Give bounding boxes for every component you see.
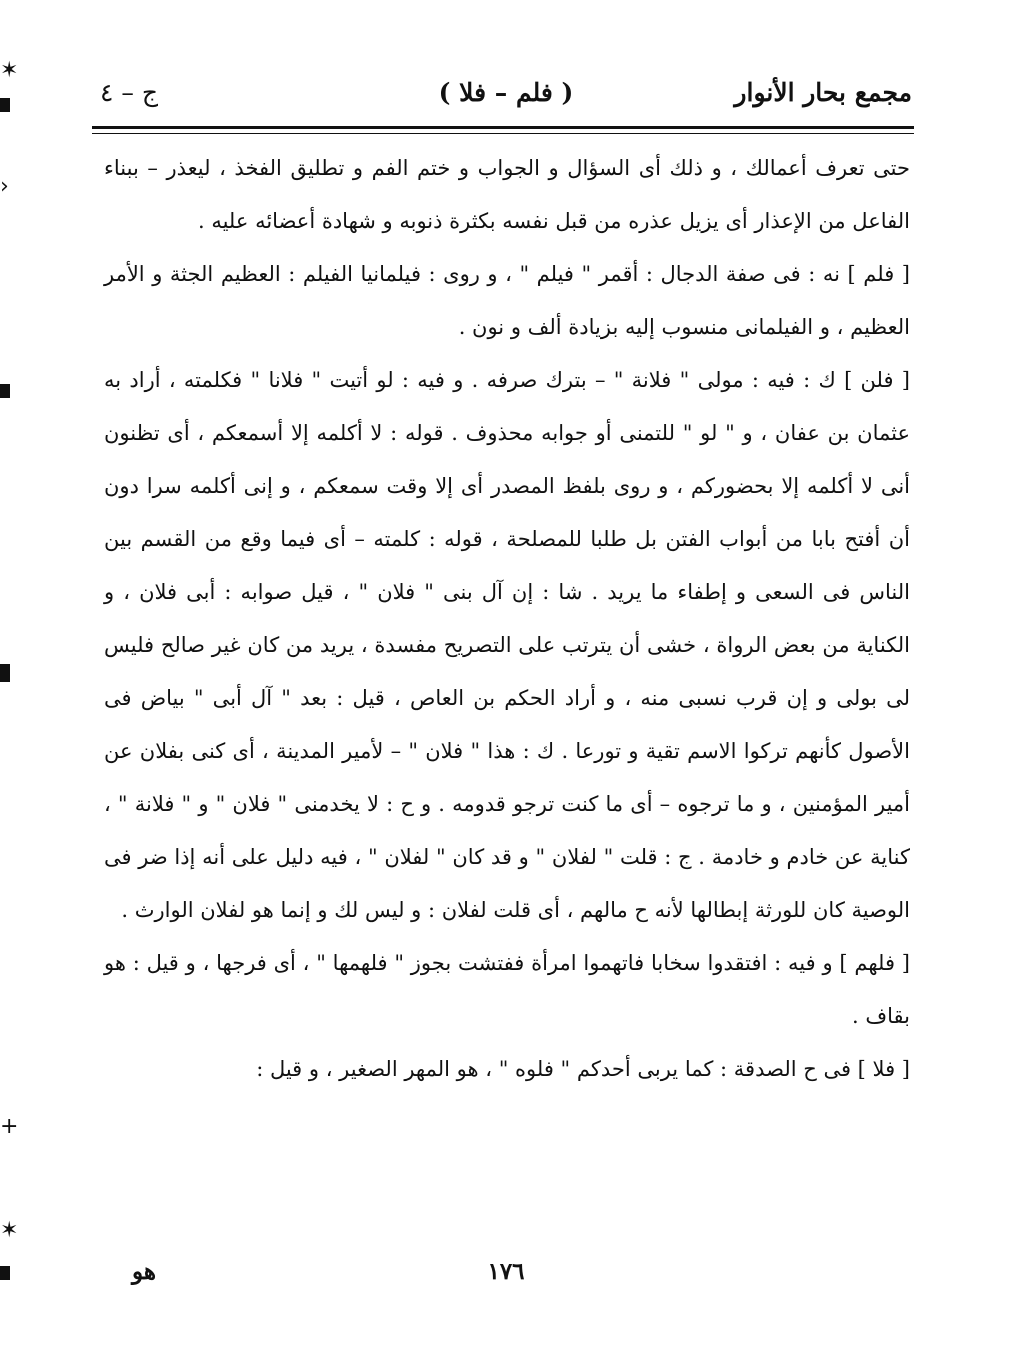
entry-range: ( فلم – فلا ): [438, 78, 574, 107]
paragraph: [ فلن ] ك : فيه : مولى " فلانة " – بترك صرفه . و فيه : لو أتيت " فلانا " فكلمته ، أراد به عثمان بن عفان ، و " لو " للتمنى أو جوابه محذوف . قوله : لا أكلمه إلا أسمعكم ، أى تظنون أنى لا أكلمه إلا بحضوركم ، و روى بلفظ المصدر أى إلا وقت سمعكم ، و إنى أكلمه سرا دون أن أفتح بابا من أبواب الفتن بل طلبا للمصلحة ، قوله : كلمته – أى فيما وقع من القسم بين الناس فى السعى و إطفاء ما يريد . شا : إن آل بنى " فلان " ، قيل صوابه : أبى فلان ، و الكناية من بعض الرواة ، خشى أن يترتب على التصريح مفسدة ، يريد من كان غير صالح فليس لى بولى و إن قرب نسبى منه ، و أراد الحكم بن العاص ، قيل : بعد " آل أبى " بياض فى الأصول كأنهم تركوا الاسم تقية و تورعا . ك : هذا " فلان " – لأمير المدينة ، أى كنى بفلان عن أمير المؤمنين ، و ما ترجوه – أى ما كنت ترجو قدومه . و ح : لا يخدمنى " فلان " و " فلانة " ، كناية عن خادم و خادمة . ج : قلت " لفلان " و قد كان " لفلان " ، فيه دليل على أنه إذا ضر فى الوصية كان للورثة إبطالها لأنه ح مالهم ، أى قلت لفلان : و ليس لك و إنما هو لفلان الوارث .: [104, 368, 910, 922]
page-footer: [100, 1258, 912, 1294]
paragraph: حتى تعرف أعمالك ، و ذلك أى السؤال و الجواب و ختم الفم و تطليق الفخذ ، ليعذر – ببناء الفاعل من الإعذار أى يزيل عذره من قبل نفسه بكثرة ذنوبه و شهادة أعضائه عليه .: [104, 156, 910, 233]
paragraph: [ فلا ] فى ح الصدقة : كما يربى أحدكم " فلوه " ، هو المهر الصغير ، و قيل :: [256, 1057, 910, 1081]
paragraph: [ فلهم ] و فيه : افتقدوا سخابا فاتهموا امرأة ففتشت بجوز " فلهمها " ، أى فرجها ، و قيل : هو بقاف .: [104, 951, 910, 1028]
volume-label: ج – ٤: [100, 78, 158, 107]
margin-bar-mark: [0, 98, 10, 112]
paragraph: [ فلم ] نه : فى صفة الدجال : أقمر " فيلم " ، و روى : فيلمانيا الفيلم : العظيم الجثة و الأمر العظيم ، و الفيلمانى منسوب إليه بزيادة ألف و نون .: [104, 262, 910, 339]
margin-bar-mark: [0, 384, 10, 398]
book-title: مجمع بحار الأنوار: [734, 78, 912, 107]
margin-star-mark: ✶: [0, 58, 19, 83]
margin-bar-mark: [0, 664, 10, 682]
margin-plus-mark: +: [0, 1114, 19, 1139]
page-body: [104, 142, 910, 1096]
page-number: ١٧٦: [487, 1258, 525, 1285]
catchword: هو: [132, 1258, 157, 1285]
running-header: [100, 78, 912, 118]
header-rule-thin: [92, 133, 914, 134]
margin-tick-mark: ›: [0, 174, 9, 199]
margin-star-mark: ✶: [0, 1218, 19, 1243]
header-rule: [92, 126, 914, 129]
margin-bar-mark: [0, 1266, 10, 1280]
